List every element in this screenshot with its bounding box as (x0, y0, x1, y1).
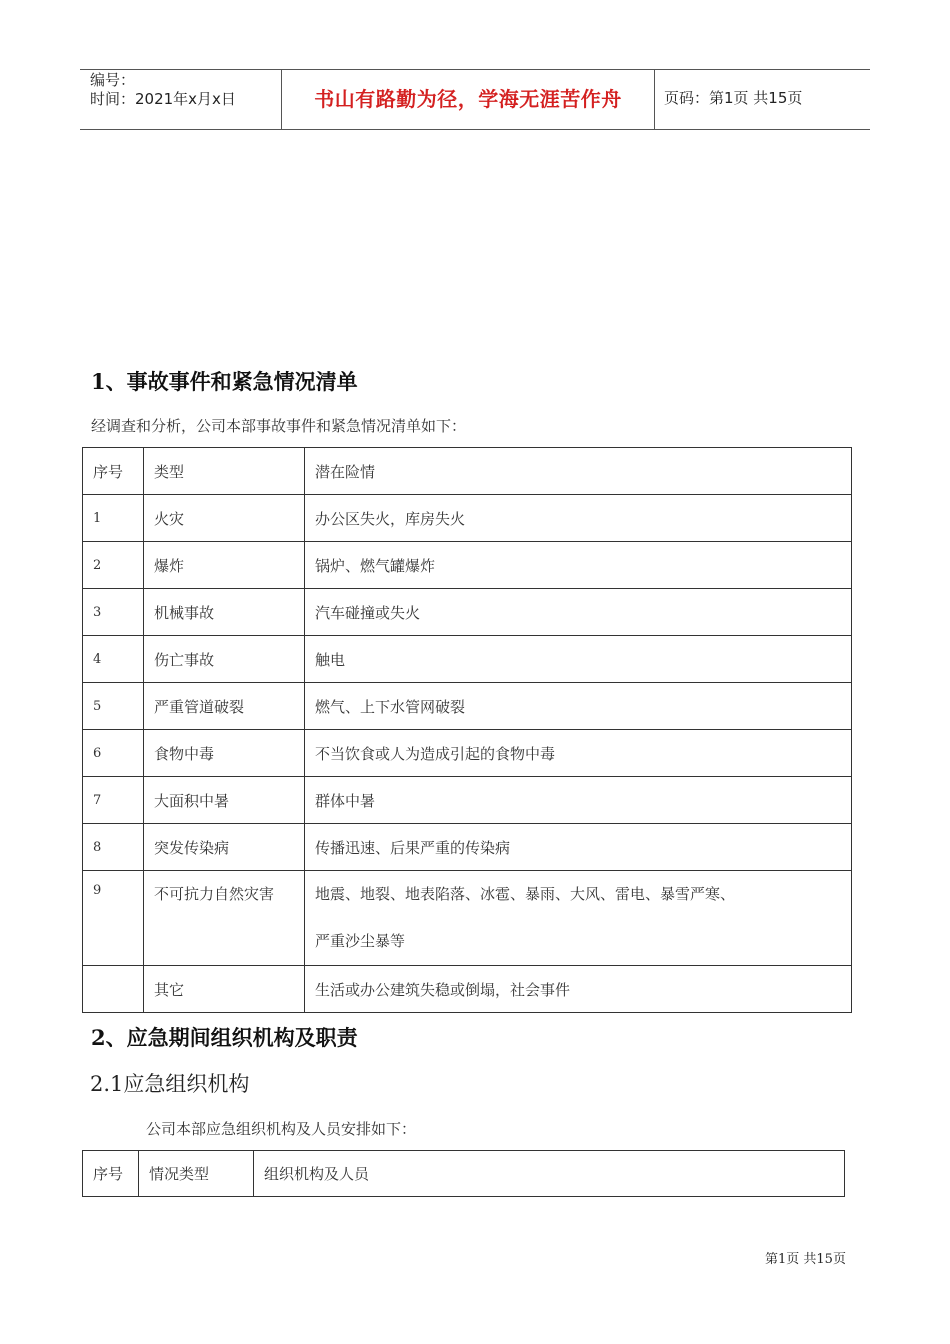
table-header-cell: 类型 (144, 448, 305, 495)
table-header-cell: 序号 (83, 1151, 139, 1197)
table-row (83, 589, 852, 636)
row-type: 火灾 (144, 495, 305, 542)
table-header-row (83, 448, 852, 495)
table-row (83, 777, 852, 824)
row-type: 不可抗力自然灾害 (144, 871, 305, 966)
table-row (83, 636, 852, 683)
row-number: 6 (83, 730, 144, 777)
section2-subheading: 2.1应急组织机构 (90, 1072, 250, 1096)
header-bottom-rule (80, 129, 870, 130)
row-risk: 办公区失火，库房失火 (305, 495, 852, 542)
table-header-cell: 潜在险情 (305, 448, 852, 495)
header-divider (654, 69, 655, 129)
row-type: 爆炸 (144, 542, 305, 589)
table-row (83, 495, 852, 542)
row-risk: 地震、地裂、地表陷落、冰雹、暴雨、大风、雷电、暴雪严寒、 (315, 885, 736, 903)
header-top-rule (80, 69, 870, 70)
row-risk: 不当饮食或人为造成引起的食物中毒 (305, 730, 852, 777)
row-risk-multiline (305, 871, 852, 966)
row-number: 4 (83, 636, 144, 683)
emergency-list-table (82, 447, 852, 1013)
section2-intro: 公司本部应急组织机构及人员安排如下： (146, 1120, 417, 1138)
header-number-label: 编号： (90, 71, 136, 89)
table-row (83, 730, 852, 777)
row-risk: 锅炉、燃气罐爆炸 (305, 542, 852, 589)
table-header-cell: 序号 (83, 448, 144, 495)
row-number: 7 (83, 777, 144, 824)
row-number: 1 (83, 495, 144, 542)
row-risk: 群体中暑 (305, 777, 852, 824)
row-number: 2 (83, 542, 144, 589)
row-risk: 传播迅速、后果严重的传染病 (305, 824, 852, 871)
table-row (83, 871, 852, 966)
row-risk: 燃气、上下水管网破裂 (305, 683, 852, 730)
row-risk-continued: 严重沙尘暴等 (315, 932, 406, 950)
footer-page-number: 第1页 共15页 (765, 1252, 846, 1267)
header-meta (90, 71, 280, 109)
table-row (83, 542, 852, 589)
row-type: 食物中毒 (144, 730, 305, 777)
table-header-cell: 组织机构及人员 (254, 1151, 845, 1197)
row-type: 伤亡事故 (144, 636, 305, 683)
row-type: 机械事故 (144, 589, 305, 636)
row-number (83, 966, 144, 1013)
section1-heading: 1、事故事件和紧急情况清单 (91, 369, 358, 394)
row-type: 严重管道破裂 (144, 683, 305, 730)
table-row (83, 683, 852, 730)
header-page-label: 页码：第1页 共15页 (664, 89, 803, 107)
table-row (83, 966, 852, 1013)
section1-intro: 经调查和分析，公司本部事故事件和紧急情况清单如下： (91, 417, 467, 435)
row-risk: 触电 (305, 636, 852, 683)
row-risk: 生活或办公建筑失稳或倒塌，社会事件 (305, 966, 852, 1013)
section2-heading: 2、应急期间组织机构及职责 (91, 1025, 358, 1050)
row-number: 5 (83, 683, 144, 730)
row-number: 9 (83, 871, 144, 966)
row-type: 大面积中暑 (144, 777, 305, 824)
header-date-label: 时间：2021年x月x日 (90, 90, 236, 108)
table-row (83, 824, 852, 871)
table-header-row (83, 1151, 845, 1197)
org-structure-table (82, 1150, 845, 1197)
header-motto: 书山有路勤为径，学海无涯苦作舟 (314, 87, 622, 111)
row-type: 突发传染病 (144, 824, 305, 871)
row-number: 3 (83, 589, 144, 636)
table-header-cell: 情况类型 (139, 1151, 254, 1197)
row-number: 8 (83, 824, 144, 871)
row-risk: 汽车碰撞或失火 (305, 589, 852, 636)
row-type: 其它 (144, 966, 305, 1013)
